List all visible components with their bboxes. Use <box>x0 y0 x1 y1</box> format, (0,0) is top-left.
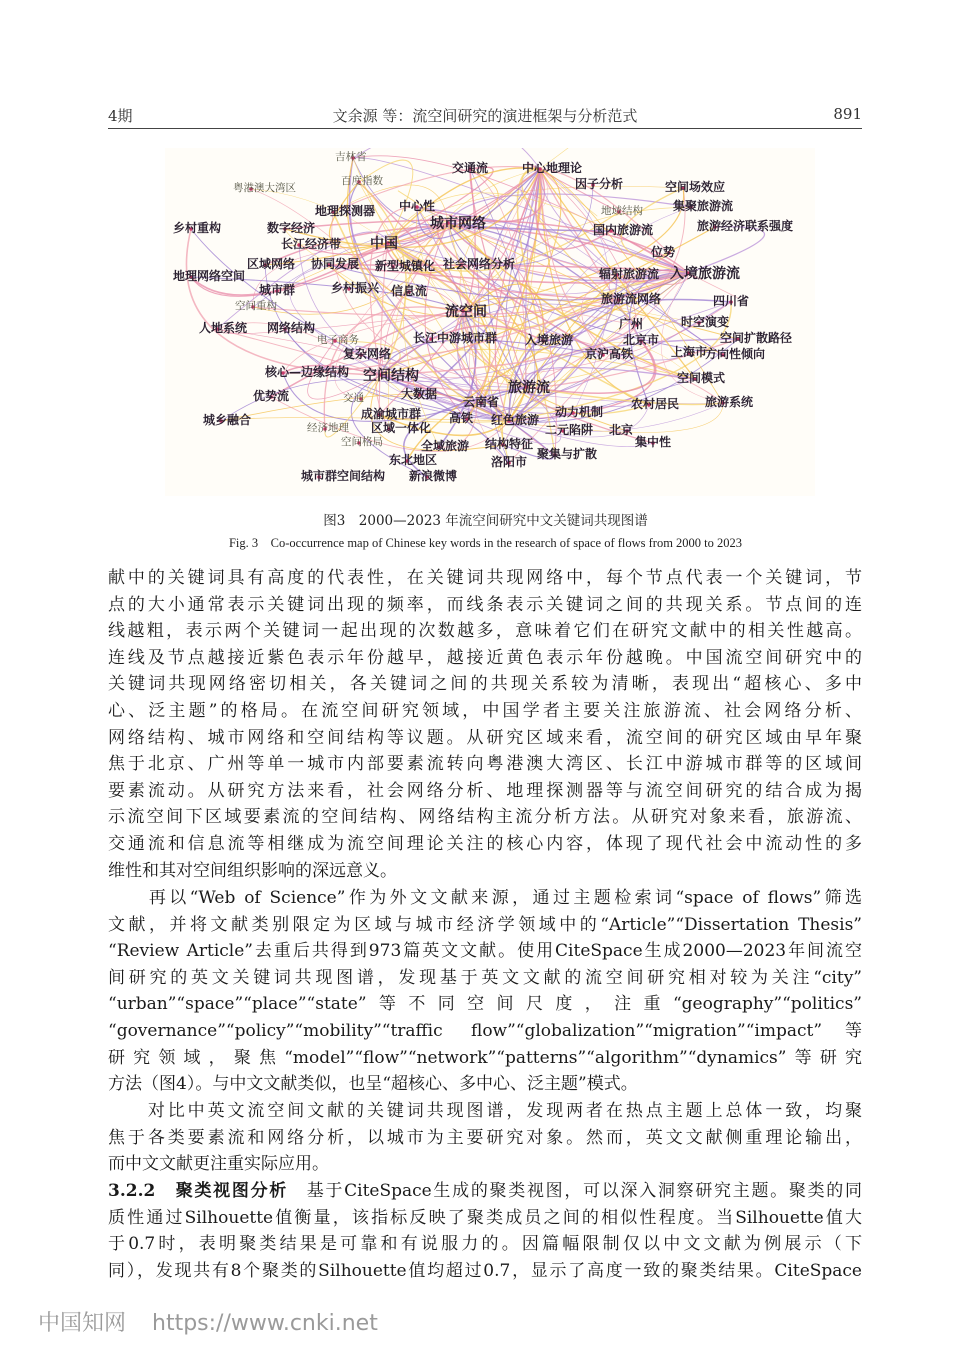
keyword-node: 乡村重构 <box>173 221 222 235</box>
keyword-node: 入境旅游流 <box>670 266 740 282</box>
text-line: 间研究的英文关键词共现图谱，发现基于英文文献的流空间研究相对较为关注“city” <box>108 967 862 988</box>
keyword-node: 成渝城市群 <box>361 407 422 421</box>
keyword-node: 空间模式 <box>677 371 726 385</box>
keyword-node: 空间扩散路径 <box>720 331 793 345</box>
keyword-node: 区域一体化 <box>371 421 432 435</box>
keyword-node: 四川省 <box>713 294 750 308</box>
keyword-node: 人地系统 <box>199 321 248 335</box>
keyword-node: 地理探测器 <box>315 204 376 218</box>
section-first-line: 基于CiteSpace生成的聚类视图，可以深入洞察研究主题。聚类的同 <box>288 1181 862 1201</box>
keyword-node: 位势 <box>651 245 676 259</box>
figure-caption-cn: 图3 2000—2023 年流空间研究中文关键词共现图谱 <box>323 513 648 529</box>
keyword-node: 集中性 <box>635 435 672 449</box>
keyword-node: 聚集与扩散 <box>537 447 598 461</box>
keyword-node: 洛阳市 <box>491 455 528 469</box>
keyword-node: 流空间 <box>445 304 487 320</box>
paragraph-1 <box>108 565 862 884</box>
text-line: 维性和其对空间组织影响的深远意义。 <box>108 860 397 881</box>
keyword-node: 动力机制 <box>555 405 604 419</box>
keyword-node: 旅游系统 <box>705 395 754 409</box>
text-line: 方法（图4）。与中文文献类似，也呈“超核心、多中心、泛主题”模式。 <box>108 1074 638 1095</box>
text-line: 质性通过Silhouette值衡量，该指标反映了聚类成员之间的相似性程度。当Silhouette值大 <box>108 1207 862 1228</box>
keyword-node: 东北地区 <box>389 453 438 467</box>
footer-url[interactable]: https://www.cnki.net <box>152 1311 378 1336</box>
keyword-node: 北京 <box>609 423 634 437</box>
keyword-node: 北京市 <box>623 333 660 347</box>
keyword-node: 百度指数 <box>341 175 383 187</box>
keyword-node: 农村居民 <box>631 397 680 411</box>
keyword-node: 核心—边缘结构 <box>265 365 350 379</box>
text-line: “governance”“policy”“mobility”“traffic flow”“globalization”“migration”“impact”等 <box>108 1020 862 1041</box>
text-line: “Review Article”去重后共得到973篇英文文献。使用CiteSpace生成2000—2023年间流空 <box>108 941 862 962</box>
page-number: 891 <box>833 105 862 123</box>
keyword-node: 信息流 <box>391 284 428 298</box>
paragraph-4 <box>108 1178 862 1284</box>
text-line: 焦于北京、广州等单一城市内部要素流转向粤港澳大湾区、长江中游城市群等的区域间 <box>108 754 862 775</box>
header-rule <box>108 128 862 129</box>
keyword-node: 数字经济 <box>267 221 316 235</box>
text-line: 献中的关键词具有高度的代表性，在关键词共现网络中，每个节点代表一个关键词，节 <box>108 568 862 588</box>
keyword-node: 大数据 <box>401 387 438 401</box>
keyword-node: 红色旅游 <box>491 413 540 427</box>
keyword-node: 复杂网络 <box>343 347 392 361</box>
text-line: 焦于各类要素流和网络分析，以城市为主要研究对象。然而，英文文献侧重理论输出， <box>108 1127 862 1148</box>
keyword-node: 新型城镇化 <box>375 259 436 273</box>
keyword-node: 粤港澳大湾区 <box>233 182 296 194</box>
keyword-node: 高铁 <box>449 411 474 425</box>
text-line: 心、泛主题”的格局。在流空间研究领域，中国学者主要关注旅游流、社会网络分析、 <box>108 700 862 721</box>
figure-caption-en: Fig. 3 Co-occurrence map of Chinese key words in the research of space of flows from 2000 to 2023 <box>228 536 743 550</box>
keyword-node: 旅游经济联系强度 <box>697 219 794 233</box>
footer-brand: 中国知网 <box>38 1311 127 1336</box>
text-line: 点的大小通常表示关键词出现的频率，而线条表示关键词之间的共现关系。节点间的连 <box>108 594 862 615</box>
keyword-node: 集聚旅游流 <box>673 199 734 213</box>
footer-watermark <box>38 1306 378 1337</box>
keyword-node: 地理网络空间 <box>173 269 246 283</box>
keyword-node: 区域网络 <box>247 257 296 271</box>
keyword-node: 空间重构 <box>235 300 277 312</box>
text-line: 文献，并将文献类别限定为区域与城市经济学领域中的“Article”“Dissertation Thesis” <box>108 914 862 935</box>
text-line: 关键词共现网络密切相关，各关键词之间的共现关系较为清晰，表现出“超核心、多中 <box>108 674 862 695</box>
keyword-node: 地域结构 <box>601 205 643 217</box>
keyword-node: 交通 <box>343 392 364 404</box>
keyword-node: 京沪高铁 <box>585 347 634 361</box>
running-header <box>108 101 862 127</box>
keyword-node: 辐射旅游流 <box>599 267 660 281</box>
keyword-node: 旅游流 <box>508 380 550 396</box>
keyword-node: 新浪微博 <box>409 469 458 483</box>
text-line: 交通流和信息流等相继成为流空间理论关注的核心内容，体现了现代社会中流动性的多 <box>108 833 862 854</box>
text-line: 连线及节点越接近紫色表示年份越早，越接近黄色表示年份越晚。中国流空间研究中的 <box>108 647 862 668</box>
keyword-node: 结构特征 <box>485 437 534 451</box>
keyword-node: 中心性 <box>399 199 436 213</box>
text-line: 而中文文献更注重实际应用。 <box>108 1154 329 1175</box>
keyword-node: 协同发展 <box>311 257 360 271</box>
running-title: 文余源 等：流空间研究的演进框架与分析范式 <box>332 107 638 125</box>
keyword-node: 经济地理 <box>307 422 349 434</box>
keyword-node: 乡村振兴 <box>331 281 380 295</box>
keyword-node: 空间格局 <box>341 436 383 448</box>
text-line: 对比中英文流空间文献的关键词共现图谱，发现两者在热点主题上总体一致，均聚 <box>108 1101 862 1121</box>
text-line <box>108 1178 862 1205</box>
keyword-node: 城市群 <box>259 283 296 297</box>
text-line: 于0.7时，表明聚类结果是可靠和有说服力的。因篇幅限制仅以中文文献为例展示（下 <box>108 1234 862 1255</box>
keyword-node: 优势流 <box>253 389 290 403</box>
keyword-node: 吉林省 <box>335 151 367 163</box>
keyword-node: 二元陷阱 <box>545 423 594 437</box>
keyword-node: 全域旅游 <box>421 439 470 453</box>
keyword-node: 城乡融合 <box>203 413 252 427</box>
text-line: 再以“Web of Science”作为外文文献来源，通过主题检索词“space of flows”筛选 <box>108 888 862 908</box>
keyword-node: 入境旅游 <box>525 333 574 347</box>
text-line: 线越粗，表示两个关键词一起出现的次数越多，意味着它们在研究文献中的相关性越高。 <box>108 621 862 642</box>
text-line: 同），发现共有8个聚类的Silhouette值均超过0.7，显示了高度一致的聚类结果。CiteSpace <box>108 1260 862 1281</box>
keyword-node: 电子商务 <box>317 334 359 346</box>
keyword-node: 方向性倾向 <box>705 347 766 361</box>
keyword-node: 空间结构 <box>363 368 419 384</box>
issue-label: 4期 <box>108 107 133 125</box>
paragraph-3 <box>108 1098 862 1178</box>
keyword-node: 因子分析 <box>575 177 624 191</box>
keyword-node: 长江中游城市群 <box>413 331 498 345</box>
keyword-node: 云南省 <box>463 395 500 409</box>
text-line: 示流空间下区域要素流的空间结构、网络结构主流分析方法。从研究对象来看，旅游流、 <box>108 807 862 828</box>
keyword-node: 网络结构 <box>267 321 316 335</box>
text-line: “urban”“space”“place”“state”等不同空间尺度，注重“geography”“politics” <box>108 994 862 1015</box>
keyword-node: 旅游流网络 <box>601 292 662 306</box>
keyword-node: 时空演变 <box>681 315 730 329</box>
keyword-node: 社会网络分析 <box>443 257 516 271</box>
keyword-network-figure <box>165 148 815 496</box>
keyword-node: 城市群空间结构 <box>301 469 386 483</box>
text-line: 研究领域，聚焦“model”“flow”“network”“patterns”“algorithm”“dynamics”等研究 <box>108 1047 862 1068</box>
keyword-node: 中心地理论 <box>522 161 583 175</box>
keyword-node: 中国 <box>370 236 398 252</box>
keyword-node: 交通流 <box>452 161 489 175</box>
keyword-node: 城市网络 <box>430 216 486 232</box>
keyword-node: 国内旅游流 <box>593 223 654 237</box>
keyword-node: 广州 <box>619 317 644 331</box>
text-line: 网络结构、城市网络和空间结构等议题。从研究区域来看，流空间的研究区域由早年聚 <box>108 727 862 748</box>
keyword-node: 长江经济带 <box>281 237 342 251</box>
keyword-node: 空间场效应 <box>665 180 726 194</box>
text-line: 要素流动。从研究方法来看，社会网络分析、地理探测器等与流空间研究的结合成为揭 <box>108 780 862 801</box>
section-heading: 3.2.2 聚类视图分析 <box>108 1181 288 1201</box>
keyword-node: 上海市 <box>671 345 708 359</box>
paragraph-2 <box>108 885 862 1098</box>
